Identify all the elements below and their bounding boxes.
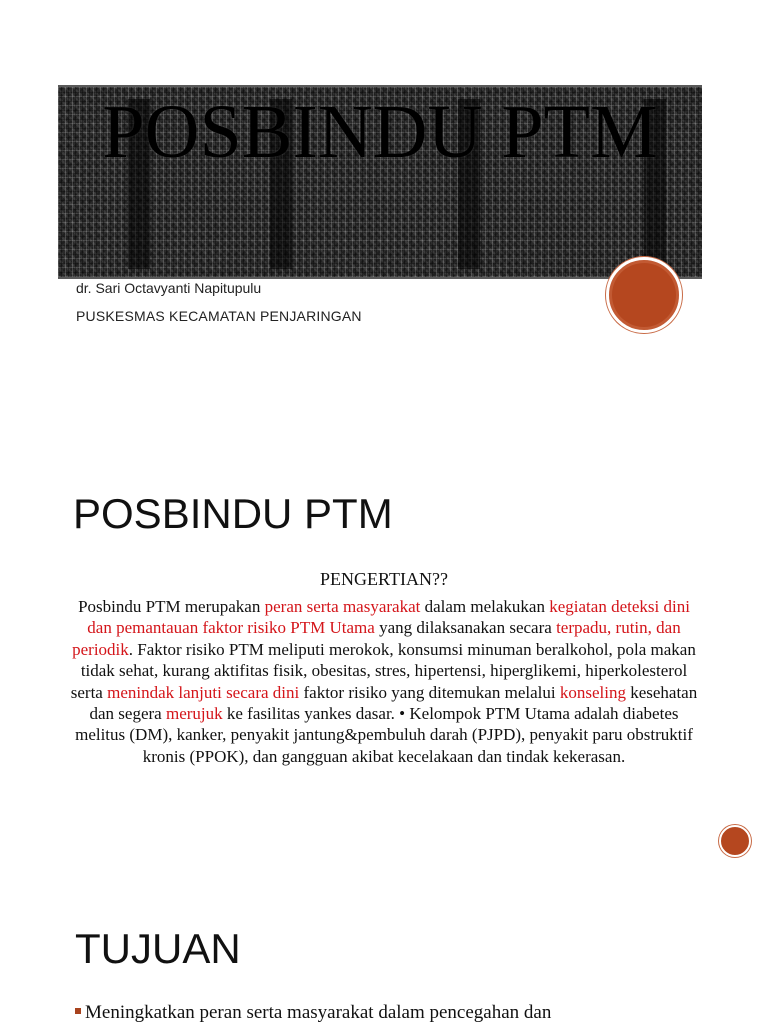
title-slide [0,0,768,445]
highlighted-text: terpadu, rutin, dan periodik [72,618,681,659]
definition-paragraph [68,596,700,767]
decorative-circle [719,825,751,857]
decorative-circle [606,257,682,333]
body-text: Posbindu PTM merupakan [78,597,265,616]
body-text: dalam melakukan [420,597,550,616]
bullet-item [75,1002,551,1024]
bullet-text: Meningkatkan peran serta masyarakat dalam pencegahan dan [85,1002,552,1023]
body-text: ke fasilitas yankes dasar. • Kelompok PTM Utama adalah diabetes melitus (DM), kanker, penyakit jantung&pembuluh darah (PJPD), penyakit paru obstruktif kronis (PPOK), dan gangguan akibat kecelakaan dan tindak kekerasan. [75,704,693,766]
square-bullet-icon [75,1008,81,1014]
highlighted-text: menindak lanjuti secara dini [107,682,300,702]
highlighted-text: konseling [559,682,626,702]
author-name: dr. Sari Octavyanti Napitupulu [76,280,262,296]
highlighted-text: kegiatan deteksi dini dan pemantauan faktor risiko PTM Utama [87,597,690,638]
body-text: kesehatan dan segera [89,682,698,724]
slide-title: POSBINDU PTM [73,490,393,537]
presentation-title: POSBINDU PTM [102,90,658,174]
body-text: yang dilaksanakan secara [374,618,557,638]
definition-slide [0,445,768,875]
body-text: . Faktor risiko PTM meliputi merokok, konsumsi minuman beralkohol, pola makan tidak sehat, kurang aktifitas fisik, obesitas, stres, hipertensi, hiperglikemi, hiperkolesterol serta [70,639,696,702]
objectives-slide [0,875,768,1024]
title-banner [58,85,702,279]
highlighted-text: peran serta masyarakat [264,597,421,616]
slide-subtitle: PENGERTIAN?? [320,569,448,589]
slide-title: TUJUAN [75,925,241,972]
organization-name: PUSKESMAS KECAMATAN PENJARINGAN [76,308,362,324]
highlighted-text: merujuk [165,704,223,724]
body-text: faktor risiko yang ditemukan melalui [299,682,560,702]
